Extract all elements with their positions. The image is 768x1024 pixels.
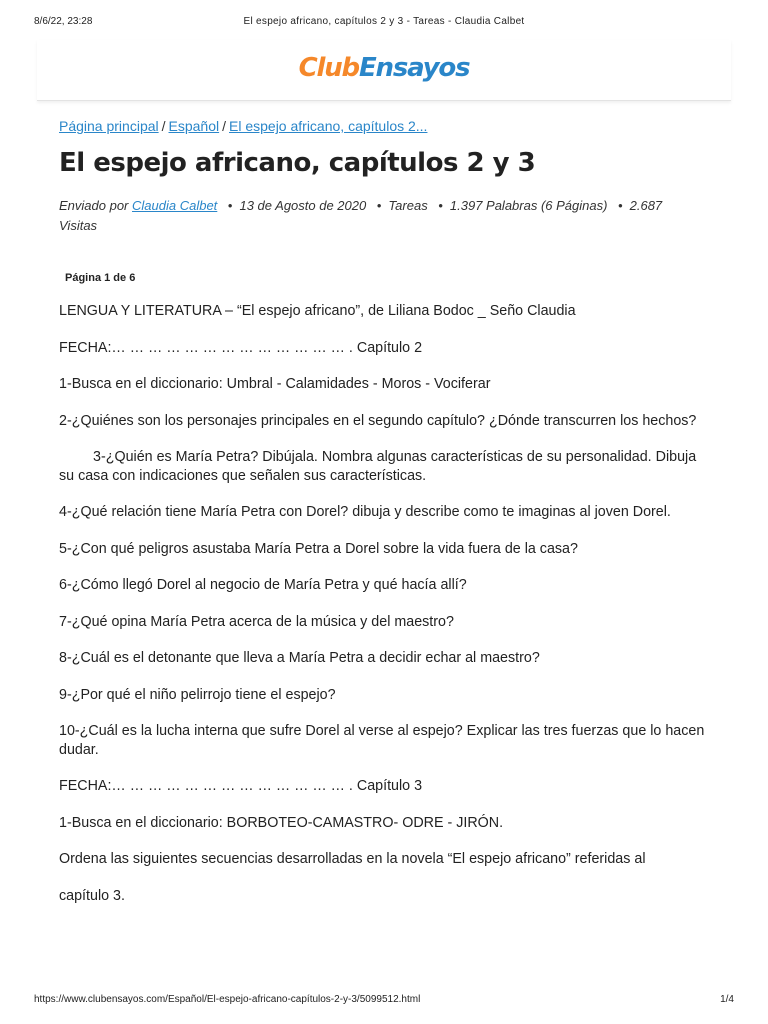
main-content [59, 118, 711, 923]
print-datetime: 8/6/22, 23:28 [34, 16, 93, 27]
meta-separator: • [618, 198, 623, 213]
meta-separator: • [438, 198, 443, 213]
paragraph: 8-¿Cuál es el detonante que lleva a María Petra a decidir echar al maestro? [59, 650, 540, 666]
document-type: Tareas [388, 198, 428, 213]
document-body [59, 302, 711, 905]
breadcrumb [59, 118, 711, 134]
visit-count: 2.687 Visitas [59, 198, 663, 233]
breadcrumb-category-link[interactable]: Español [168, 118, 220, 134]
paragraph: 1-Busca en el diccionario: Umbral - Calamidades - Moros - Vociferar [59, 376, 491, 392]
breadcrumb-separator: / [161, 118, 166, 134]
paragraph: 6-¿Cómo llegó Dorel al negocio de María Petra y qué hacía allí? [59, 577, 467, 593]
author-link[interactable]: Claudia Calbet [132, 198, 218, 213]
paragraph: FECHA:… … … … … … … … … … … … … . Capítulo 2 [59, 339, 423, 356]
sent-by-label: Enviado por [59, 198, 129, 213]
paragraph: capítulo 3. [59, 887, 125, 904]
meta-separator: • [376, 198, 382, 213]
paragraph: 1-Busca en el diccionario: BORBOTEO-CAMASTRO- ODRE - JIRÓN. [59, 814, 504, 831]
meta-separator: • [227, 198, 233, 213]
paragraph: 3-¿Quién es María Petra? Dibújala. Nombra algunas características de su personalidad. Dibuja su casa con indicaciones que señalen sus características. [59, 449, 697, 484]
word-count: 1.397 Palabras (6 Páginas) [449, 198, 608, 213]
paragraph: LENGUA Y LITERATURA – “El espejo africano”, de Liliana Bodoc _ Seño Claudia [59, 303, 576, 319]
breadcrumb-current-link[interactable]: El espejo africano, capítulos 2... [229, 118, 428, 134]
paragraph: Ordena las siguientes secuencias desarrolladas en la novela “El espejo africano” referidas al [59, 851, 646, 867]
paragraph: 2-¿Quiénes son los personajes principales en el segundo capítulo? ¿Dónde transcurren los hechos? [59, 412, 697, 429]
paragraph: 4-¿Qué relación tiene María Petra con Dorel? dibuja y describe como te imaginas al joven Dorel. [59, 504, 671, 520]
print-url: https://www.clubensayos.com/Español/El-espejo-africano-capítulos-2-y-3/5099512.html [34, 994, 421, 1005]
page-indicator: Página 1 de 6 [65, 272, 136, 284]
paragraph: 5-¿Con qué peligros asustaba María Petra a Dorel sobre la vida fuera de la casa? [59, 540, 578, 557]
print-page-number: 1/4 [720, 994, 734, 1005]
clubensayos-logo[interactable]: ClubEnsayos [298, 53, 470, 83]
site-header [37, 40, 731, 101]
paragraph: 9-¿Por qué el niño pelirrojo tiene el espejo? [59, 686, 336, 703]
document-meta [59, 196, 699, 236]
paragraph: 10-¿Cuál es la lucha interna que sufre Dorel al verse al espejo? Explicar las tres fuerzas que lo hacen dudar. [59, 723, 705, 758]
breadcrumb-separator: / [222, 118, 226, 134]
page-title: El espejo africano, capítulos 2 y 3 [59, 148, 536, 178]
print-document-title: El espejo africano, capítulos 2 y 3 - Tareas - Claudia Calbet [243, 16, 525, 27]
publish-date: 13 de Agosto de 2020 [239, 198, 367, 213]
paragraph: 7-¿Qué opina María Petra acerca de la música y del maestro? [59, 613, 454, 630]
paragraph: FECHA:… … … … … … … … … … … … … . Capítulo 3 [59, 778, 423, 794]
breadcrumb-home-link[interactable]: Página principal [59, 118, 159, 134]
